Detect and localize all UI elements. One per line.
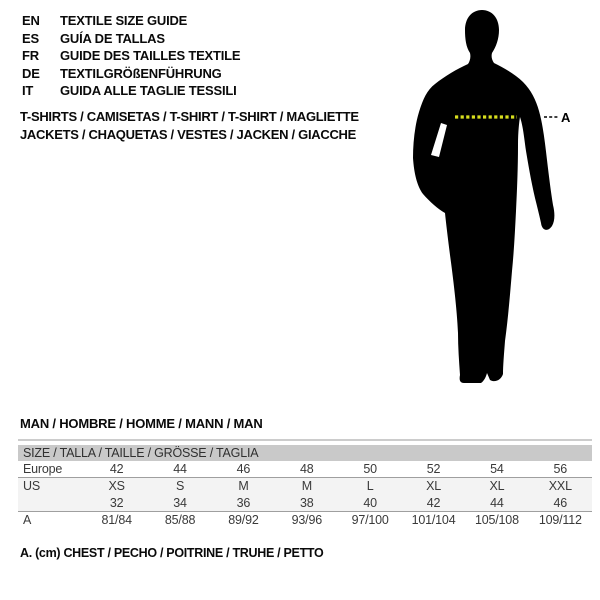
- category-jackets: JACKETS / CHAQUETAS / VESTES / JACKEN / GIACCHE: [20, 127, 356, 142]
- size-value: 101/104: [411, 513, 456, 527]
- size-value: 38: [300, 496, 314, 510]
- size-table: [18, 445, 592, 529]
- size-value: 93/96: [291, 513, 322, 527]
- man-silhouette: [413, 10, 554, 383]
- size-value: XXL: [548, 479, 572, 493]
- language-row-de: [22, 65, 240, 83]
- language-code: ES: [22, 30, 39, 46]
- size-value: 48: [300, 462, 314, 476]
- size-value: M: [238, 479, 249, 493]
- size-value: 42: [109, 462, 124, 476]
- size-value: 105/108: [475, 513, 519, 527]
- size-value: XL: [489, 479, 505, 493]
- measure-label-a: A: [561, 110, 571, 125]
- size-value: XL: [426, 479, 441, 493]
- language-row-it: [22, 82, 240, 100]
- language-code: DE: [22, 65, 40, 81]
- size-value: 32: [109, 496, 124, 510]
- size-value: 34: [173, 496, 187, 510]
- size-value: 46: [553, 496, 568, 510]
- size-value: 85/88: [164, 513, 196, 527]
- size-value: L: [366, 479, 374, 493]
- category-tshirts: T-SHIRTS / CAMISETAS / T-SHIRT / T-SHIRT / MAGLIETTE: [20, 109, 359, 124]
- table-row-chest-a: [18, 512, 592, 529]
- language-title: TEXTILGRÖßENFÜHRUNG: [60, 65, 222, 81]
- language-title-list: [22, 12, 240, 100]
- size-value: 40: [363, 496, 377, 510]
- size-value: 54: [490, 462, 504, 476]
- language-title: TEXTILE SIZE GUIDE: [60, 13, 188, 28]
- table-row-us: [18, 478, 592, 495]
- size-value: 89/92: [228, 513, 259, 527]
- garment-category-list: [20, 108, 359, 144]
- section-title-man: MAN / HOMBRE / HOMME / MANN / MAN: [20, 416, 263, 431]
- size-value: 36: [236, 496, 251, 510]
- language-code: IT: [22, 83, 34, 99]
- size-value: 97/100: [351, 513, 389, 527]
- size-value: 109/112: [538, 513, 582, 527]
- size-value: 44: [173, 462, 187, 476]
- table-row-europe: [18, 461, 592, 478]
- size-value: 50: [363, 462, 377, 476]
- language-code: FR: [22, 48, 39, 64]
- size-value: 46: [236, 462, 251, 476]
- language-row-es: [22, 30, 240, 48]
- size-value: 52: [426, 462, 441, 476]
- size-value: XS: [108, 479, 125, 493]
- row-label: [18, 495, 85, 511]
- size-value: 81/84: [101, 513, 132, 527]
- language-title: GUIDA ALLE TAGLIE TESSILI: [60, 83, 237, 99]
- size-value: M: [301, 479, 312, 493]
- language-title: GUIDE DES TAILLES TEXTILE: [60, 48, 241, 64]
- size-value: S: [175, 479, 185, 493]
- language-title: GUÍA DE TALLAS: [60, 30, 165, 46]
- row-label: A: [23, 513, 32, 527]
- measure-footnote: A. (cm) CHEST / PECHO / POITRINE / TRUHE / PETTO: [20, 546, 324, 560]
- size-value: 42: [426, 496, 441, 510]
- table-row-numeric: [18, 495, 592, 512]
- man-silhouette-figure: [405, 5, 575, 390]
- size-value: 56: [553, 462, 568, 476]
- size-table-header: SIZE / TALLA / TAILLE / GRÖSSE / TAGLIA: [18, 445, 592, 461]
- language-row-fr: [22, 47, 240, 65]
- language-code: EN: [22, 13, 40, 28]
- size-value: 44: [490, 496, 504, 510]
- language-row-en: [22, 12, 240, 30]
- row-label: Europe: [23, 462, 63, 476]
- table-top-rule: [18, 439, 592, 441]
- row-label: US: [23, 479, 40, 493]
